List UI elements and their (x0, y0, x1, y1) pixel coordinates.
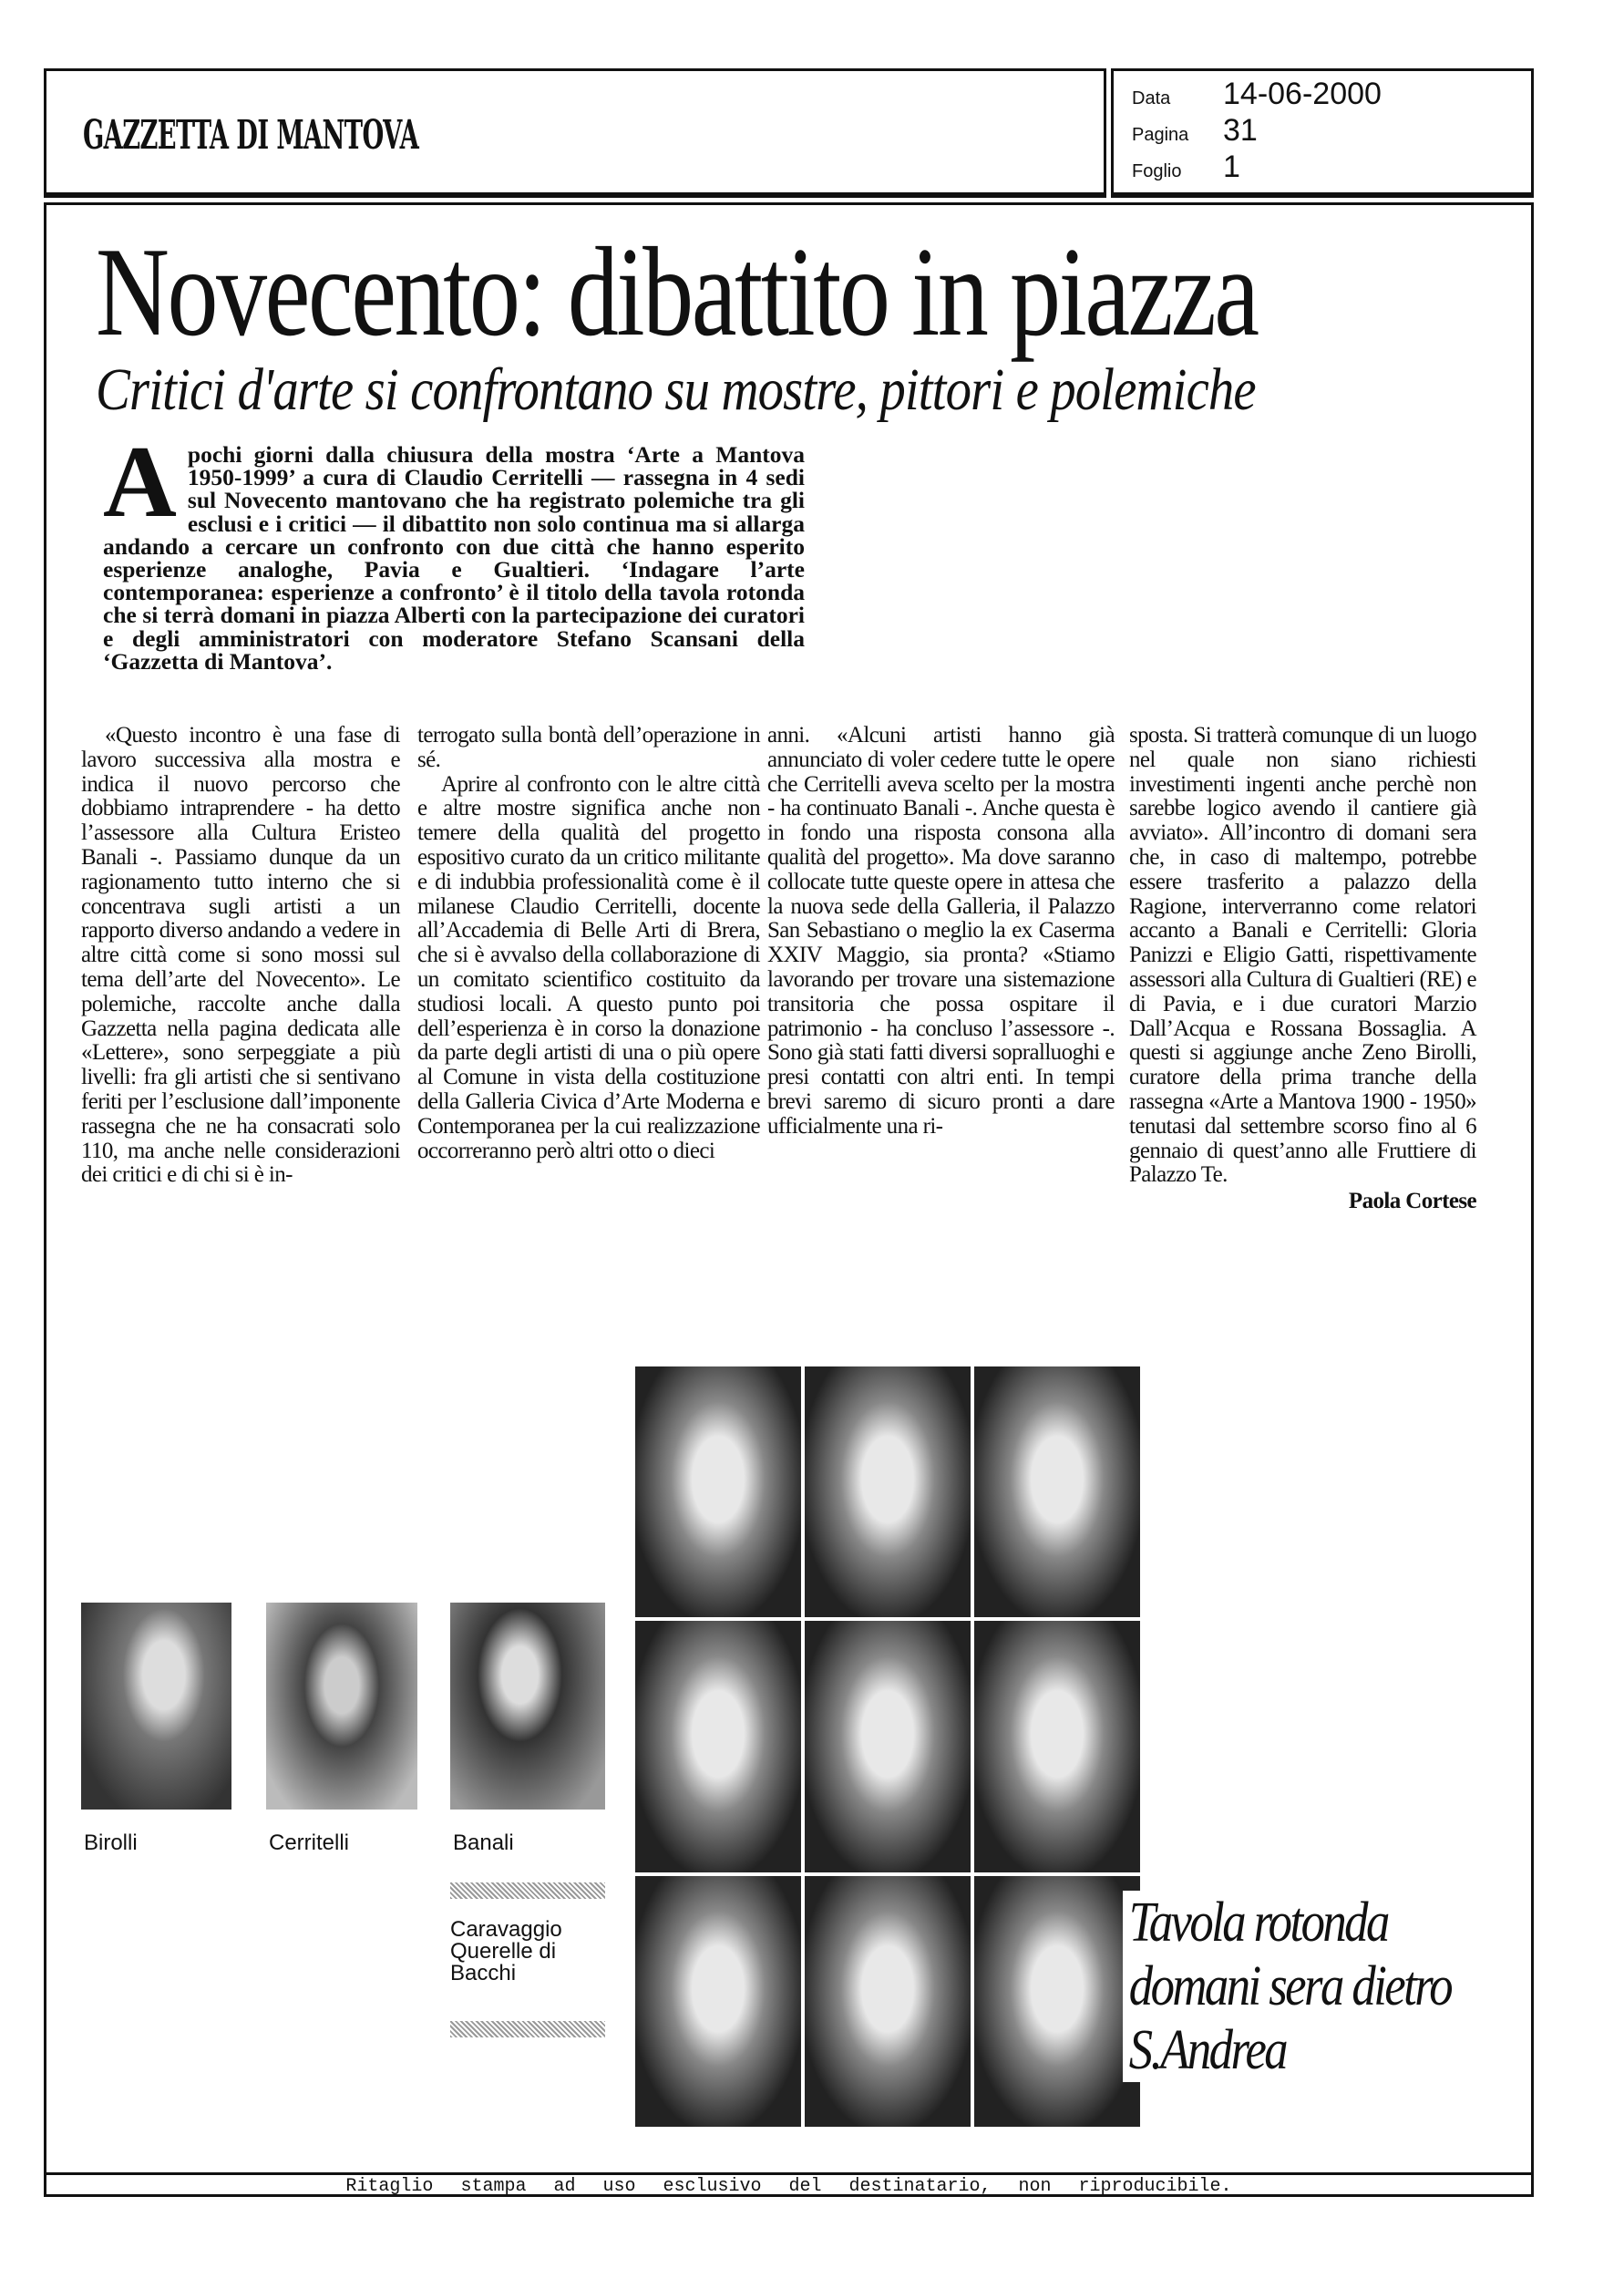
photo-birolli (81, 1603, 231, 1810)
paragraph: Aprire al confronto con le altre città e altre mostre significa anche non temere della qualità del progetto espositivo curato da un critico militante e di indubbia professionalità come è il milanese Claudio Cerritelli, docente all’Accademia di Belle Arti di Brera, che si è avvalso della collaborazione di un comitato scientifico costituito da studiosi locali. A questo punto poi dell’esperienza è in corso la donazione da parte degli artisti di una o più opere al Comune in vista della costituzione della Galleria Civica d’Arte Moderna e Contemporanea per la cui realizzazione occorreranno però altri otto o dieci (417, 771, 760, 1163)
paragraph: «Questo incontro è una fase di lavoro successiva alla mostra e indica il nuovo percorso che dobbiamo intraprendere - ha detto l’assessore alla Cultura Eristeo Banali -. Passiamo dunque da un ragionamento tutto interno che si concentrava sugli artisti a un rapporto diverso andando a vedere in altre città come si sono mossi sul tema dell’arte del Novecento». Le polemiche, raccolte anche dalla Gazzetta nella pagina dedicata alle «Lettere», sono serpeggiate a più livelli: fra gli artisti che si sentivano feriti per l’esclusione dall’imponente rassegna che ne ha consacrati solo 110, ma anche nelle considerazioni dei critici e di chi si è in- (81, 723, 400, 1188)
paragraph: terrogato sulla bontà dell’operazione in sé. (417, 723, 760, 772)
caption-banali: Banali (453, 1830, 514, 1855)
masthead-logo: GAZZETTA DI MANTOVA (83, 112, 419, 159)
footer-notice: Ritaglio stampa ad uso esclusivo del destinatario, non riproducibile. (44, 2172, 1534, 2200)
column-3 (767, 724, 1115, 1140)
meta-page (1132, 113, 1258, 149)
sheet-label: Foglio (1132, 161, 1182, 181)
column-4 (1129, 724, 1476, 1214)
caption-cerritelli: Cerritelli (269, 1830, 350, 1855)
meta-date (1132, 77, 1382, 112)
related-article-title: Caravaggio Querelle di Bacchi (450, 1917, 562, 1985)
paragraph: anni. «Alcuni artisti hanno già annunciato di voler cedere tutte le opere che Cerritelli aveva scelto per la mostra - ha continuato Banali -. Anche questa è in fondo una risposta consona alla qualità del progetto». Ma dove saranno collocate tutte queste opere in attesa che la nuova sede della Galleria, il Palazzo San Sebastiano o meglio la ex Caserma XXIV Maggio, sia pronta? «Stiamo lavorando per trovare una sistemazione transitoria che possa ospitare il patrimonio - ha concluso l’assessore -. Sono già stati fatti diversi sopralluoghi e presi contatti con altri enti. In tempi brevi saremo di sicuro pronti a dare ufficialmente una ri- (767, 723, 1115, 1139)
caption-birolli: Birolli (84, 1830, 138, 1855)
subtitle: Critici d'arte si confrontano su mostre, pittori e polemiche (96, 356, 1256, 423)
meta-sheet (1132, 150, 1240, 185)
intro-text: pochi giorni dalla chiusura della mostra ‘Arte a Mantova 1950-1999’ a cura di Claudio Cerritelli — rassegna in 4 sedi sul Novecento mantovano che ha registrato polemiche tra gli esclusi e i critici — il dibattito non solo continua ma si allarga andando a cercare un confronto con due città che hanno esperito esperienze analoghe, Pavia e Gualtieri. ‘Indagare l’arte contemporanea: esperienze a confronto’ è il titolo della tavola rotonda che si terrà domani in piazza Alberti con la partecipazione dei curatori e degli amministratori con moderatore Stefano Scansani della ‘Gazzetta di Mantova’. (103, 441, 805, 675)
divider (450, 2021, 605, 2037)
drop-cap: A (103, 426, 177, 539)
divider (450, 1882, 605, 1899)
date-value: 14-06-2000 (1223, 77, 1382, 111)
page-label: Pagina (1132, 125, 1189, 145)
byline: Paola Cortese (1348, 1189, 1476, 1214)
page-value: 31 (1223, 113, 1258, 148)
photo-banali (450, 1603, 605, 1810)
column-2 (417, 724, 760, 1163)
clipping-meta (1111, 68, 1534, 198)
masks-collage-photo (635, 1366, 1140, 2127)
intro-paragraph (103, 426, 805, 675)
column-1 (81, 724, 400, 1188)
paragraph: sposta. Si tratterà comunque di un luogo nel quale non siano richiesti investimenti ingenti anche perchè non sarebbe logico avendo il cantiere già avviato». All’incontro di domani sera che, in caso di maltempo, potrebbe essere trasferito a palazzo della Ragione, interverranno come relatori accanto a Banali e Cerritelli: Gloria Panizzi e Eligio Gatti, rispettivamente assessori alla Cultura di Gualtieri (RE) e di Pavia, e i due curatori Marzio Dall’Acqua e Rossana Bossaglia. A questi si aggiunge anche Zeno Birolli, curatore della prima tranche della rassegna «Arte a Mantova 1900 - 1950» tenutasi dal settembre scorso fino al 6 gennaio di quest’anno alle Fruttiere di Palazzo Te. (1129, 723, 1476, 1188)
related-article-box (450, 1882, 605, 2047)
masthead-box (44, 68, 1106, 198)
sheet-value: 1 (1223, 150, 1240, 184)
date-label: Data (1132, 88, 1171, 108)
headline: Novecento: dibattito in piazza (96, 222, 1258, 363)
photo-cerritelli (266, 1603, 417, 1810)
collage-caption: Tavola rotonda domani sera dietro S.Andrea (1123, 1891, 1454, 2082)
